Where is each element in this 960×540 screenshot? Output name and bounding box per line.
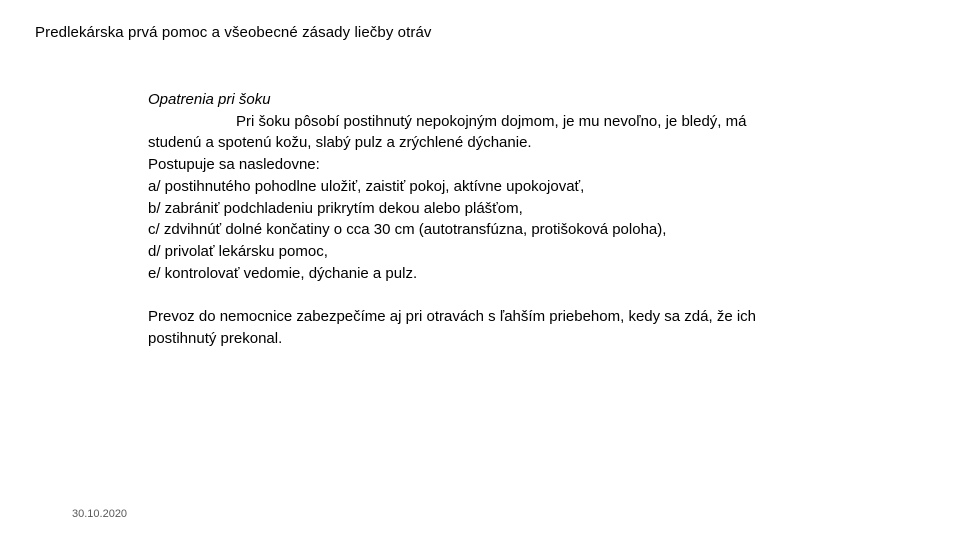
transport-paragraph-line-2: postihnutý prekonal.: [148, 330, 283, 348]
procedure-intro: Postupuje sa nasledovne:: [148, 156, 320, 174]
transport-paragraph-line-1: Prevoz do nemocnice zabezpečíme aj pri otravách s ľahším priebehom, kedy sa zdá, že ich: [148, 308, 757, 326]
procedure-step: e/ kontrolovať vedomie, dýchanie a pulz.: [148, 264, 418, 282]
procedure-step: b/ zabrániť podchladeniu prikrytím dekou alebo plášťom,: [148, 199, 523, 217]
paragraph-spacer: [148, 284, 848, 306]
shock-description-line-2: studenú a spotenú kožu, slabý pulz a zrýchlené dýchanie.: [148, 134, 532, 152]
slide-content: [148, 89, 848, 350]
procedure-step: c/ zdvihnúť dolné končatiny o cca 30 cm (autotransfúzna, protišoková poloha),: [148, 221, 667, 239]
procedure-step: a/ postihnutého pohodlne uložiť, zaistiť pokoj, aktívne upokojovať,: [148, 177, 585, 195]
footer-date: 30.10.2020: [72, 508, 128, 520]
procedure-step: d/ privolať lekársku pomoc,: [148, 242, 328, 260]
shock-measures-heading: Opatrenia pri šoku: [148, 91, 271, 108]
slide-title: Predlekárska prvá pomoc a všeobecné zásady liečby otráv: [35, 24, 432, 41]
shock-description-line-1: Pri šoku pôsobí postihnutý nepokojným dojmom, je mu nevoľno, je bledý, má: [236, 112, 747, 130]
